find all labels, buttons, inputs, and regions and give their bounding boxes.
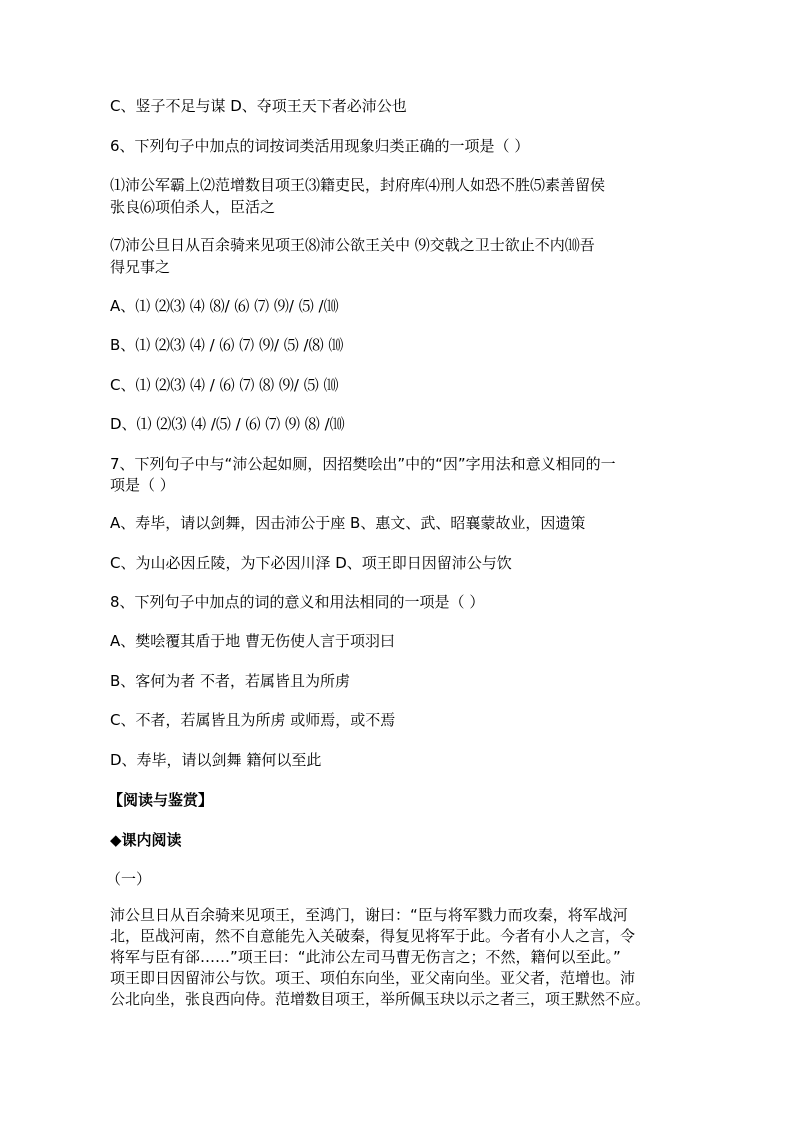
question-6-sentences-line-1: ⑴沛公军霸上⑵范增数目项王⑶籍吏民，封府库⑷刑人如恐不胜⑸素善留侯 <box>110 176 606 194</box>
question-7-options-cd: C、为山必因丘陵，为下必因川泽 D、项王即日因留沛公与饮 <box>110 554 512 572</box>
part-label: （一） <box>106 870 152 888</box>
section-title: 【阅读与鉴赏】 <box>108 791 214 809</box>
question-6-option-b: B、⑴ ⑵⑶ ⑷ / ⑹ ⑺ ⑼/ ⑸ /⑻ ⑽ <box>110 336 344 354</box>
question-7-stem-line-2: 项是（ ） <box>110 476 175 494</box>
question-7-options-ab: A、寿毕，请以剑舞，因击沛公于座 B、惠文、武、昭襄蒙故业，因遗策 <box>110 514 586 532</box>
question-8-option-a: A、樊哙覆其盾于地 曹无伤使人言于项羽曰 <box>110 632 396 650</box>
reading-passage <box>110 905 684 1010</box>
question-5-options-cd: C、竖子不足与谋 D、夺项王天下者必沛公也 <box>110 97 407 115</box>
question-6-sentences-line-2: 张良⑹项伯杀人，臣活之 <box>110 198 276 216</box>
subsection-title: ◆课内阅读 <box>110 831 182 849</box>
passage-line: 将军与臣有郤……”项王曰：“此沛公左司马曹无伤言之；不然，籍何以至此。” <box>110 948 621 966</box>
question-6-sentences-line-3: ⑺沛公旦日从百余骑来见项王⑻沛公欲王关中 ⑼交戟之卫士欲止不内⑽吾 <box>110 236 595 254</box>
passage-line: 公北向坐，张良西向侍。范增数目项王，举所佩玉玦以示之者三，项王默然不应。 <box>110 990 651 1008</box>
passage-line: 沛公旦日从百余骑来见项王，至鸿门，谢曰：“臣与将军戮力而攻秦，将军战河 <box>110 906 628 924</box>
question-8-option-c: C、不者，若属皆且为所虏 或师焉，或不焉 <box>110 711 396 729</box>
question-8-option-b: B、客何为者 不者，若属皆且为所虏 <box>110 672 351 690</box>
question-7-stem-line-1: 7、下列句子中与“沛公起如厕，因招樊哙出”中的“因”字用法和意义相同的一 <box>110 455 616 473</box>
question-6-option-c: C、⑴ ⑵⑶ ⑷ / ⑹ ⑺ ⑻ ⑼/ ⑸ ⑽ <box>110 376 339 394</box>
question-6-stem: 6、下列句子中加点的词按词类活用现象归类正确的一项是（ ） <box>110 137 530 155</box>
question-6-sentences-line-4: 得兄事之 <box>110 258 171 276</box>
passage-line: 项王即日因留沛公与饮。项王、项伯东向坐，亚父南向坐。亚父者，范增也。沛 <box>110 969 636 987</box>
passage-line: 北，臣战河南，然不自意能先入关破秦，得复见将军于此。今者有小人之言，令 <box>110 927 636 945</box>
question-8-option-d: D、寿毕，请以剑舞 籍何以至此 <box>110 751 322 769</box>
question-8-stem: 8、下列句子中加点的词的意义和用法相同的一项是（ ） <box>110 593 485 611</box>
question-6-option-d: D、⑴ ⑵⑶ ⑷ /⑸ / ⑹ ⑺ ⑼ ⑻ /⑽ <box>110 415 345 433</box>
question-6-option-a: A、⑴ ⑵⑶ ⑷ ⑻/ ⑹ ⑺ ⑼/ ⑸ /⑽ <box>110 297 339 315</box>
